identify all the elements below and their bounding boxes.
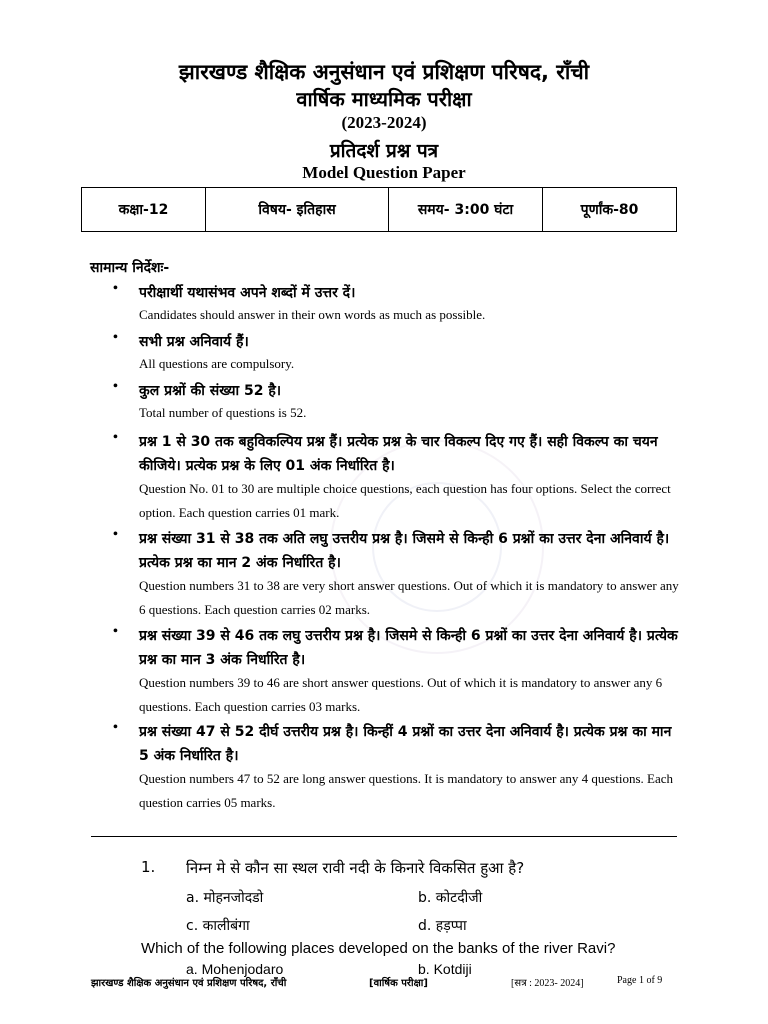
board-title: झारखण्ड शैक्षिक अनुसंधान एवं प्रशिक्षण परिषद, राँची: [178, 60, 590, 84]
option-d-hindi: d. हड़प्पा: [418, 918, 467, 934]
instruction-english: All questions are compulsory.: [139, 356, 295, 371]
instruction-english: Question numbers 39 to 46 are short answer questions. Out of which it is mandatory to answer any 6 questions. Each question carries 03 marks.: [139, 675, 663, 714]
marks-cell: पूर्णांक-80: [543, 188, 677, 232]
bullet-icon: •: [113, 281, 118, 296]
instruction-hindi: प्रश्न संख्या 39 से 46 तक लघु उत्तरीय प्रश्न है। जिसमे से किन्ही 6 प्रश्नों का उत्तर देना अनिवार्य है। प्रत्येक प्रश्न का मान 3 अंक निर्धारित है।: [139, 628, 678, 668]
question-text-english: Which of the following places developed on the banks of the river Ravi?: [141, 940, 616, 957]
bullet-icon: •: [113, 720, 118, 735]
footer-exam: [वार्षिक परीक्षा]: [369, 978, 428, 989]
question-text-hindi: निम्न मे से कौन सा स्थल रावी नदी के किनारे विकसित हुआ है?: [186, 859, 525, 877]
class-cell: कक्षा-12: [82, 188, 206, 232]
paper-title-hindi: प्रतिदर्श प्रश्न पत्र: [329, 140, 439, 162]
bullet-icon: •: [113, 624, 118, 639]
footer-board: झारखण्ड शैक्षिक अनुसंधान एवं प्रशिक्षण परिषद, राँची: [91, 978, 287, 989]
exam-year: (2023-2024): [341, 113, 427, 132]
footer-page-number: Page 1 of 9: [617, 975, 663, 986]
bullet-icon: •: [113, 379, 118, 394]
exam-info-table: [81, 187, 677, 232]
bullet-icon: •: [113, 527, 118, 542]
option-c-hindi: c. कालीबंगा: [186, 918, 250, 934]
option-a-hindi: a. मोहनजोदडो: [186, 890, 264, 906]
instruction-hindi: प्रश्न 1 से 30 तक बहुविकल्पिय प्रश्न हैं। प्रत्येक प्रश्न के चार विकल्प दिए गए हैं। सही विकल्प का चयन कीजिये। प्रत्येक प्रश्न के लिए 01 अंक निर्धारित है।: [139, 434, 658, 474]
bullet-icon: •: [113, 430, 118, 445]
instruction-english: Total number of questions is 52.: [139, 405, 307, 420]
subject-cell: विषय- इतिहास: [206, 188, 389, 232]
instruction-hindi: परीक्षार्थी यथासंभव अपने शब्दों में उत्तर दें।: [139, 285, 356, 301]
footer-session: [सत्र : 2023- 2024]: [511, 978, 584, 989]
option-b-english: b. Kotdiji: [418, 961, 472, 977]
general-instructions-title: सामान्य निर्देशः-: [90, 260, 170, 276]
paper-title-english: Model Question Paper: [302, 163, 466, 182]
instruction-hindi: प्रश्न संख्या 31 से 38 तक अति लघु उत्तरीय प्रश्न है। जिसमे से किन्ही 6 प्रश्नों का उत्तर देना अनिवार्य है। प्रत्येक प्रश्न का मान 2 अंक निर्धारित है।: [139, 531, 670, 571]
instruction-english: Question numbers 47 to 52 are long answer questions. It is mandatory to answer any 4 questions. Each question carries 05 marks.: [139, 771, 673, 810]
bullet-icon: •: [113, 330, 118, 345]
instruction-hindi: कुल प्रश्नों की संख्या 52 है।: [139, 383, 282, 399]
question-number: 1.: [141, 858, 156, 876]
exam-title: वार्षिक माध्यमिक परीक्षा: [296, 87, 472, 111]
instruction-english: Question No. 01 to 30 are multiple choice questions, each question has four options. Select the correct option. Each question carries 01 mark.: [139, 481, 671, 520]
instruction-english: Question numbers 31 to 38 are very short answer questions. Out of which it is mandatory to answer any 6 questions. Each question carries 02 marks.: [139, 578, 679, 617]
time-cell: समय- 3:00 घंटा: [389, 188, 543, 232]
instruction-english: Candidates should answer in their own words as much as possible.: [139, 307, 486, 322]
instruction-hindi: प्रश्न संख्या 47 से 52 दीर्घ उत्तरीय प्रश्न है। किन्हीं 4 प्रश्नों का उत्तर देना अनिवार्य है। प्रत्येक प्रश्न का मान 5 अंक निर्धारित है।: [139, 724, 672, 764]
instruction-hindi: सभी प्रश्न अनिवार्य हैं।: [139, 334, 249, 350]
section-divider: [91, 836, 677, 837]
option-b-hindi: b. कोटदीजी: [418, 890, 483, 906]
option-a-english: a. Mohenjodaro: [186, 961, 284, 977]
